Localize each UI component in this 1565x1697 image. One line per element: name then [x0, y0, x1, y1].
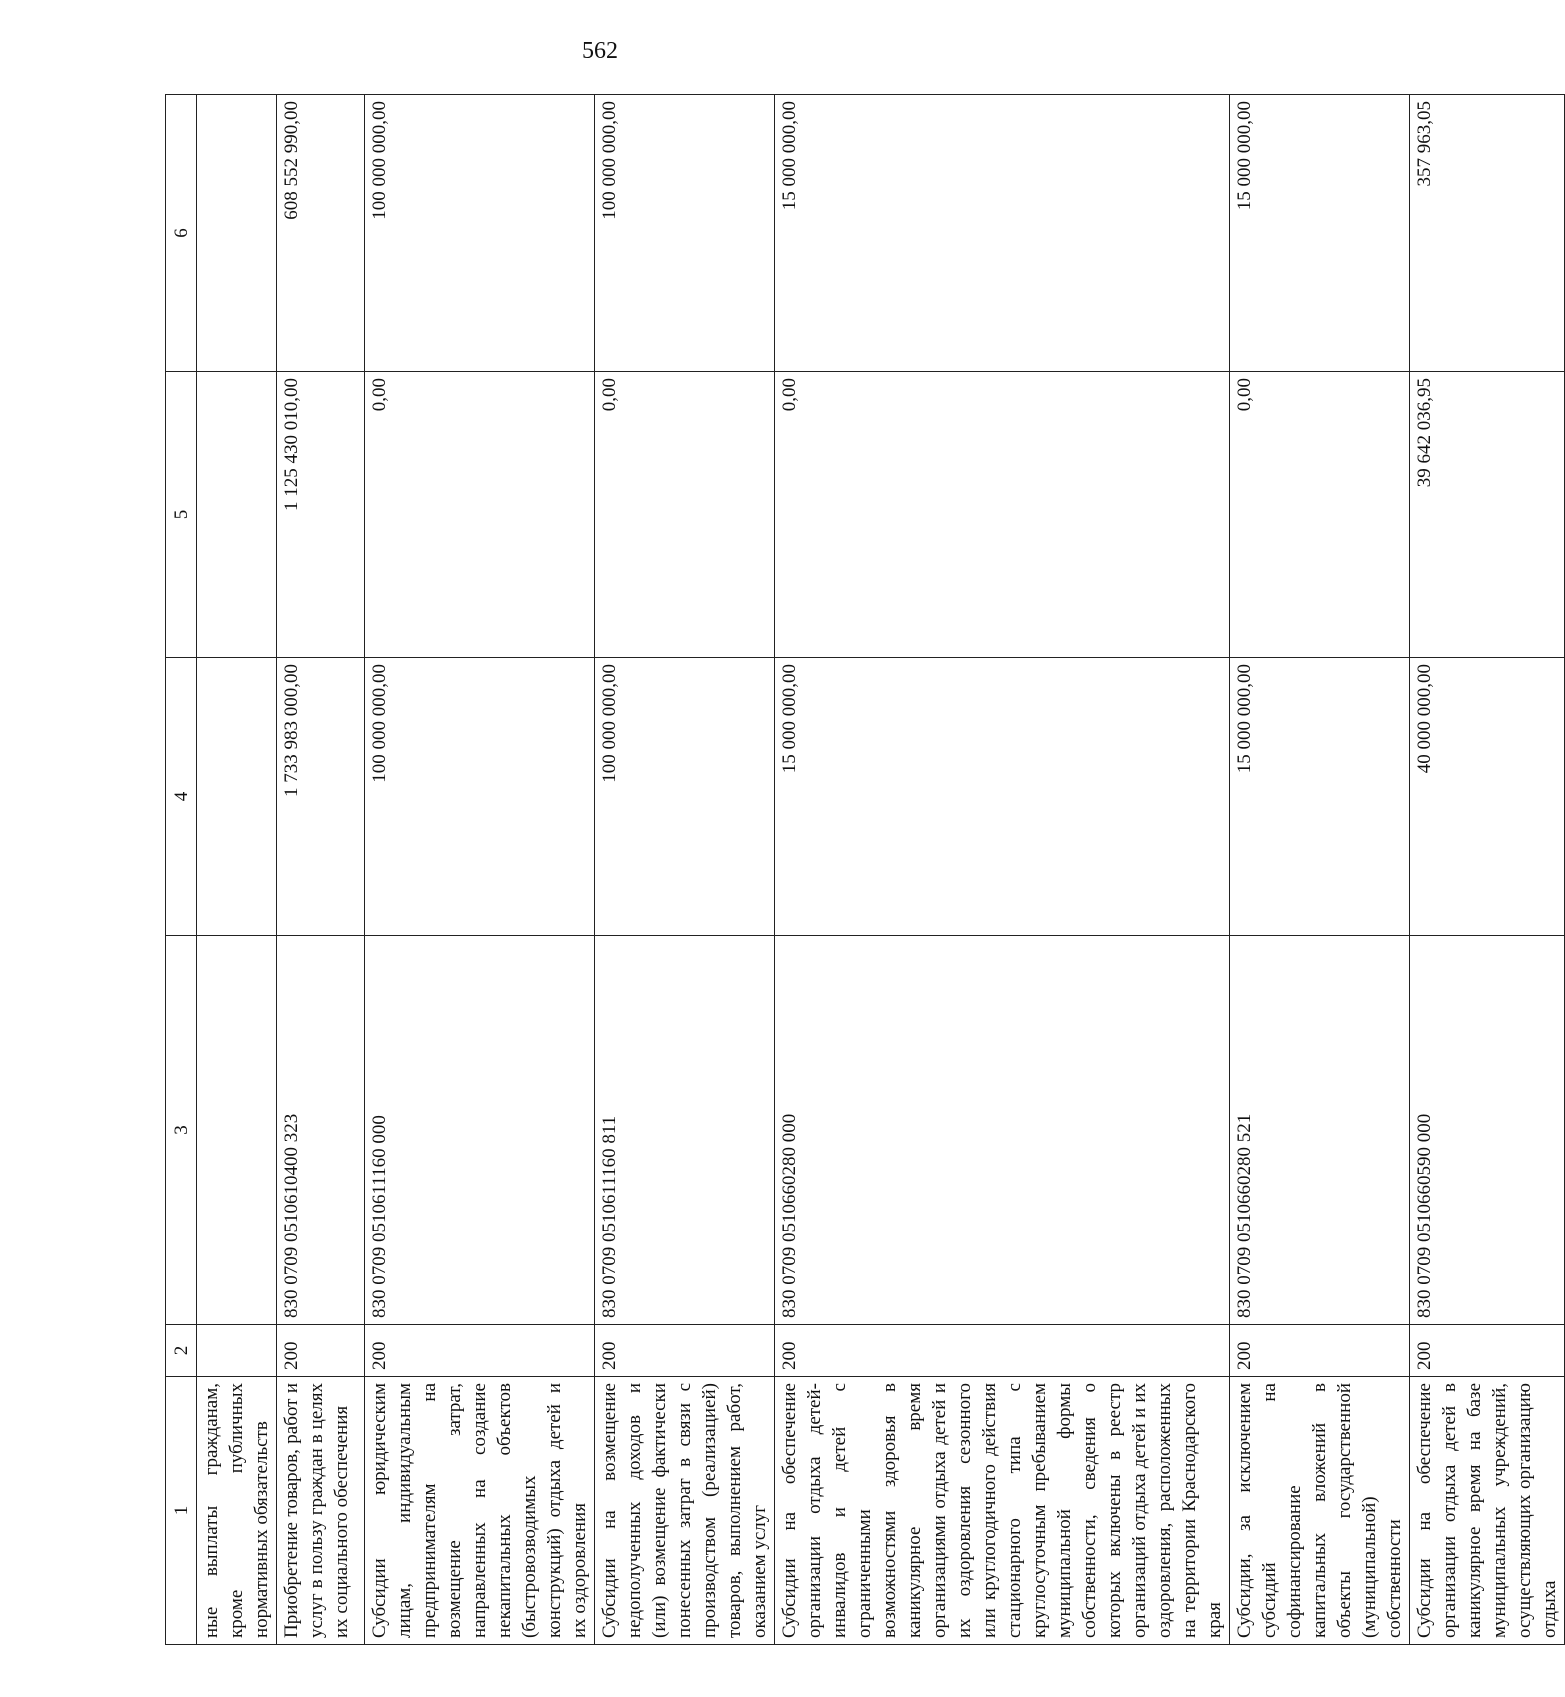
row-code: 830 0709 0510610400 323 [277, 936, 365, 1325]
row-value-4: 40 000 000,00 [1410, 658, 1565, 936]
page-number: 562 [582, 38, 618, 64]
table-row [1410, 95, 1565, 1645]
column-header-5: 5 [166, 372, 197, 658]
row-value-6: 15 000 000,00 [775, 95, 1230, 372]
column-header-6: 6 [166, 95, 197, 372]
row-kvr: 200 [365, 1325, 595, 1377]
row-value-5: 0,00 [775, 372, 1230, 658]
row-value-6: 100 000 000,00 [595, 95, 775, 372]
row-value-6: 100 000 000,00 [365, 95, 595, 372]
row-code: 830 0709 0510611160 811 [595, 936, 775, 1325]
table-row [365, 95, 595, 1645]
row-value-6: 357 963,05 [1410, 95, 1565, 372]
row-value-5: 39 642 036,95 [1410, 372, 1565, 658]
row-value-4 [197, 658, 277, 936]
row-kvr: 200 [1410, 1325, 1565, 1377]
table-row [595, 95, 775, 1645]
table-row [197, 95, 277, 1645]
row-value-4: 1 733 983 000,00 [277, 658, 365, 936]
row-kvr: 200 [595, 1325, 775, 1377]
column-header-2: 2 [166, 1325, 197, 1377]
rotated-table-wrapper [165, 95, 1560, 1645]
row-code [197, 936, 277, 1325]
row-value-4: 100 000 000,00 [595, 658, 775, 936]
budget-table [165, 94, 1565, 1645]
row-value-4: 15 000 000,00 [1230, 658, 1410, 936]
row-code: 830 0709 0510660280 000 [775, 936, 1230, 1325]
header-row [166, 95, 197, 1645]
column-header-4: 4 [166, 658, 197, 936]
row-kvr: 200 [277, 1325, 365, 1377]
column-header-3: 3 [166, 936, 197, 1325]
table-row [775, 95, 1230, 1645]
column-header-1: 1 [166, 1377, 197, 1645]
row-value-6: 608 552 990,00 [277, 95, 365, 372]
row-value-4: 15 000 000,00 [775, 658, 1230, 936]
row-kvr: 200 [775, 1325, 1230, 1377]
row-name: Субсидии, за исключением субсидий на софинансирование капитальных вложений в объекты государственной (муниципальной) собственности [1230, 1377, 1410, 1645]
row-code: 830 0709 0510660590 000 [1410, 936, 1565, 1325]
row-value-6: 15 000 000,00 [1230, 95, 1410, 372]
row-value-6 [197, 95, 277, 372]
row-name: Приобретение товаров, работ и услуг в пользу граждан в целях их социального обеспечения [277, 1377, 365, 1645]
table-row [277, 95, 365, 1645]
row-name: Субсидии на возмещение недополученных доходов и (или) возмещение фактически понесенных затрат в связи с производством (реализацией) товаров, выполнением работ, оказанием услуг [595, 1377, 775, 1645]
row-kvr: 200 [1230, 1325, 1410, 1377]
row-value-4: 100 000 000,00 [365, 658, 595, 936]
row-value-5: 0,00 [365, 372, 595, 658]
row-value-5: 0,00 [595, 372, 775, 658]
row-code: 830 0709 0510611160 000 [365, 936, 595, 1325]
row-code: 830 0709 0510660280 521 [1230, 936, 1410, 1325]
row-kvr [197, 1325, 277, 1377]
row-value-5: 1 125 430 010,00 [277, 372, 365, 658]
row-name: Субсидии на обеспечение организации отдыха детей-инвалидов и детей с ограниченными возможностями здоровья в каникулярное время организациями отдыха детей и их оздоровления сезонного или круглогодичного действия стационарного типа с круглосуточным пребыванием муниципальной формы собственности, сведения о которых включены в реестр организаций отдыха детей и их оздоровления, расположенных на территории Краснодарского края [775, 1377, 1230, 1645]
table-row [1230, 95, 1410, 1645]
row-name: Субсидии на обеспечение организации отдыха детей в каникулярное время на базе муниципальных учреждений, осуществляющих организацию отдыха [1410, 1377, 1565, 1645]
row-name: ные выплаты гражданам, кроме публичных нормативных обязательств [197, 1377, 277, 1645]
row-value-5 [197, 372, 277, 658]
row-value-5: 0,00 [1230, 372, 1410, 658]
row-name: Субсидии юридическим лицам, индивидуальным предпринимателям на возмещение затрат, направленных на создание некапитальных объектов (быстровозводимых конструкций) отдыха детей и их оздоровления [365, 1377, 595, 1645]
